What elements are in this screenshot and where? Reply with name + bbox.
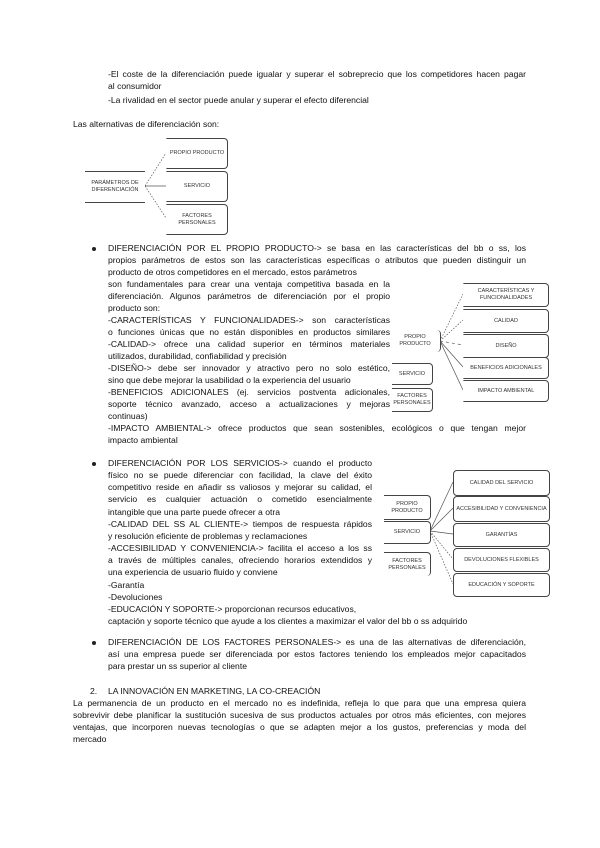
- text-line: competitivo reside en añadir ss valiosos y mejorar su calidad, el: [108, 482, 372, 492]
- diagram-node: CARACTERÍSTICAS Y FUNCIONALIDADES: [463, 283, 549, 307]
- text-line: -El coste de la diferenciación puede igualar y superar el sobreprecio que los competidores hacen pagar: [108, 69, 526, 79]
- text-line: mercado: [73, 734, 107, 744]
- intro-text: Las alternativas de diferenciación son:: [73, 119, 220, 129]
- diagram-node: ACCESIBILIDAD Y CONVENIENCIA: [453, 496, 550, 522]
- text-line: La permanencia de un producto en el mercado no es indefinida, refleja lo que para que una empresa quiera: [73, 698, 526, 708]
- section-heading: LA INNOVACIÓN EN MARKETING, LA CO-CREACIÓN: [108, 686, 321, 696]
- section-number: 2.: [90, 686, 98, 696]
- diagram-node: PROPIO PRODUCTO: [384, 495, 431, 520]
- text-line: -IMPACTO AMBIENTAL-> ofrece productos que sean sostenibles, ecológicos o que tengan mejor: [108, 423, 526, 433]
- text-line: captación y soporte técnico que ayude a los clientes a maximizar el valor del bb o ss adquirido: [108, 616, 468, 626]
- text-line: producto de otros competidores en el mercado, estos parámetros: [108, 267, 357, 277]
- text-line: -Devoluciones: [108, 592, 163, 602]
- diagram-node: IMPACTO AMBIENTAL: [463, 380, 549, 402]
- text-line: diferenciación. Algunos parámetros de diferenciación por el propio: [108, 291, 390, 301]
- text-line: producto son:: [108, 303, 161, 313]
- diagram-node: FACTORES PERSONALES: [384, 552, 431, 576]
- text-line: -CALIDAD DEL SS AL CLIENTE-> tiempos de respuesta rápidos: [108, 519, 372, 529]
- text-line: -ACCESIBILIDAD Y CONVENIENCIA-> facilita el acceso a los ss: [108, 543, 372, 553]
- text-line: para prestar un ss superior al cliente: [108, 661, 248, 671]
- text-line: y resolución eficiente de problemas y reclamaciones: [108, 531, 308, 541]
- text-line: -DISEÑO-> debe ser innovador y atractivo pero no solo estético,: [108, 363, 390, 373]
- bullet-icon: [92, 462, 96, 466]
- text-line: DIFERENCIACIÓN POR LOS SERVICIOS-> cuando el producto: [108, 458, 372, 468]
- diagram-node: DEVOLUCIONES FLEXIBLES: [453, 548, 550, 572]
- text-line: impacto ambiental: [108, 435, 178, 445]
- diagram-node: FACTORES PERSONALES: [392, 388, 433, 412]
- diagram-node: SERVICIO: [392, 363, 433, 385]
- diagram-node: GARANTÍAS: [453, 523, 550, 547]
- diagram-root-node: PARÁMETROS DE DIFERENCIACIÓN: [85, 171, 145, 203]
- text-line: a través de múltiples canales, ofreciendo horarios extendidos y: [108, 555, 372, 565]
- text-line: -EDUCACIÓN Y SOPORTE-> proporcionan recursos educativos,: [108, 604, 357, 614]
- diagram-node: EDUCACIÓN Y SOPORTE: [453, 573, 550, 597]
- text-line: DIFERENCIACIÓN POR EL PROPIO PRODUCTO-> se basa en las características del bb o ss, los: [108, 243, 526, 253]
- diagram-root-node: SERVICIO: [384, 521, 431, 544]
- text-line: DIFERENCIACIÓN DE LOS FACTORES PERSONALES-> es una de las alternativas de diferenciación,: [108, 637, 526, 647]
- diagram-root-node: PROPIO PRODUCTO: [390, 330, 441, 352]
- diagram-node: CALIDAD: [463, 309, 549, 333]
- text-line: soporte técnico avanzado, acceso a actualizaciones y mejoras: [108, 399, 390, 409]
- text-line: propios parámetros de estos son las características específicas o atributos que pueden distinguir un: [108, 255, 526, 265]
- text-line: -CARACTERÍSTICAS Y FUNCIONALIDADES-> son características: [108, 315, 390, 325]
- text-line: -CALIDAD-> ofrece una calidad superior en términos materiales: [108, 339, 390, 349]
- text-line: son fundamentales para crear una ventaja competitiva basada en la: [108, 279, 390, 289]
- text-line: físico no se puede diferenciar con facilidad, la clave del éxito: [108, 470, 372, 480]
- text-line: intangible que una parte puede ofrecer a otra: [108, 507, 281, 517]
- diagram-node: SERVICIO: [166, 171, 228, 202]
- text-line: o funciones únicas que no están disponibles en productos similares: [108, 327, 390, 337]
- text-line: -La rivalidad en el sector puede anular y superar el efecto diferencial: [108, 95, 369, 105]
- text-line: utilizados, durabilidad, confiabilidad y precisión: [108, 351, 287, 361]
- text-line: al consumidor: [108, 81, 162, 91]
- text-line: continuas): [108, 411, 148, 421]
- diagram-node: PROPIO PRODUCTO: [166, 138, 228, 169]
- text-line: -Garantía: [108, 580, 145, 590]
- diagram-node: DISEÑO: [463, 334, 549, 358]
- text-line: -BENEFICIOS ADICIONALES (ej. servicios postventa adicionales,: [108, 387, 390, 397]
- text-line: servicio es cualquier actuación o cometido esencialmente: [108, 494, 372, 504]
- text-line: sino que debe mejorar la usabilidad o la experiencia del usuario: [108, 375, 351, 385]
- text-line: ventajas, que incorporen nuevas tecnologías o que se adapten mejor a los gustos, preferencias y moda del: [73, 722, 526, 732]
- text-line: una experiencia de usuario fluido y conviene: [108, 567, 278, 577]
- text-line: así una empresa puede ser diferenciada por estos factores teniendo los empleados mejor capacitados: [108, 649, 526, 659]
- diagram-node: CALIDAD DEL SERVICIO: [453, 470, 550, 496]
- bullet-icon: [92, 247, 96, 251]
- text-line: sobrevivir debe planificar la sustitución sucesiva de sus productos actuales por otros más eficientes, con mejores: [73, 710, 526, 720]
- diagram-node: BENEFICIOS ADICIONALES: [463, 357, 549, 379]
- diagram-node: FACTORES PERSONALES: [166, 204, 228, 235]
- bullet-icon: [92, 641, 96, 645]
